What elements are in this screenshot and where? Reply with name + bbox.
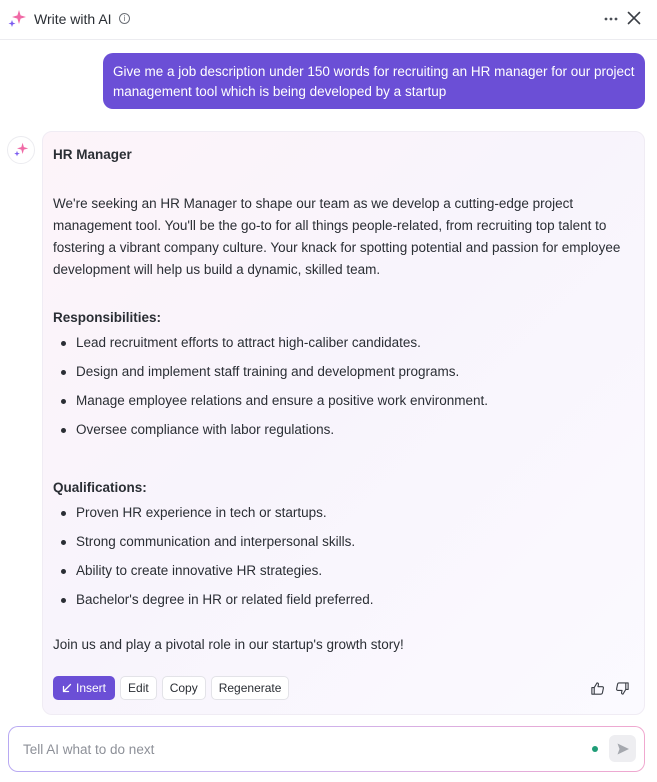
user-message-text: Give me a job description under 150 words for recruiting an HR manager for our project management tool which is being developed by a startup bbox=[113, 64, 635, 99]
list-item: Design and implement staff training and development programs. bbox=[53, 363, 638, 392]
info-icon[interactable]: i bbox=[119, 13, 130, 24]
list-item: Strong communication and interpersonal skills. bbox=[53, 533, 638, 562]
status-dot bbox=[592, 746, 598, 752]
response-intro: We're seeking an HR Manager to shape our team as we develop a cutting-edge project management tool. You'll be the go-to for all things people-related, from recruiting top talent to fostering a vibrant company culture. Your knack for spotting potential and passion for employee development will help us build a dynamic, skilled team. bbox=[53, 196, 621, 277]
sparkle-icon bbox=[7, 9, 27, 29]
response-outro: Join us and play a pivotal role in our startup's growth story! bbox=[53, 637, 404, 652]
responsibilities-heading: Responsibilities: bbox=[53, 310, 162, 325]
send-button[interactable] bbox=[609, 735, 636, 762]
thumbs-up-icon[interactable] bbox=[590, 681, 605, 696]
response-actions bbox=[53, 676, 289, 700]
more-horizontal-icon[interactable] bbox=[602, 10, 620, 28]
arrow-down-left-icon bbox=[62, 683, 72, 693]
regenerate-button[interactable]: Regenerate bbox=[211, 676, 290, 700]
sparkle-icon bbox=[13, 142, 29, 158]
list-item: Ability to create innovative HR strategies. bbox=[53, 562, 638, 591]
panel-title: Write with AI bbox=[34, 11, 112, 27]
ai-avatar bbox=[7, 136, 35, 164]
user-message-bubble bbox=[103, 53, 645, 109]
insert-button[interactable] bbox=[53, 676, 115, 700]
list-item: Bachelor's degree in HR or related field preferred. bbox=[53, 591, 638, 620]
response-heading: HR Manager bbox=[53, 147, 132, 162]
panel-header bbox=[0, 0, 657, 40]
close-icon[interactable] bbox=[625, 9, 643, 27]
send-icon bbox=[616, 742, 630, 756]
list-item: Oversee compliance with labor regulations. bbox=[53, 421, 638, 450]
edit-button[interactable]: Edit bbox=[120, 676, 157, 700]
list-item: Lead recruitment efforts to attract high-caliber candidates. bbox=[53, 334, 638, 363]
thumbs-down-icon[interactable] bbox=[615, 681, 630, 696]
copy-button[interactable]: Copy bbox=[162, 676, 206, 700]
qualifications-heading: Qualifications: bbox=[53, 480, 147, 495]
prompt-box bbox=[8, 726, 645, 772]
responsibilities-list bbox=[53, 334, 638, 450]
ai-response-content bbox=[53, 146, 638, 654]
prompt-box-inner bbox=[9, 727, 644, 771]
list-item: Proven HR experience in tech or startups. bbox=[53, 504, 638, 533]
insert-label: Insert bbox=[76, 681, 107, 695]
list-item: Manage employee relations and ensure a positive work environment. bbox=[53, 392, 638, 421]
prompt-input[interactable] bbox=[23, 727, 563, 771]
ai-response-card bbox=[42, 131, 645, 715]
qualifications-list bbox=[53, 504, 638, 620]
